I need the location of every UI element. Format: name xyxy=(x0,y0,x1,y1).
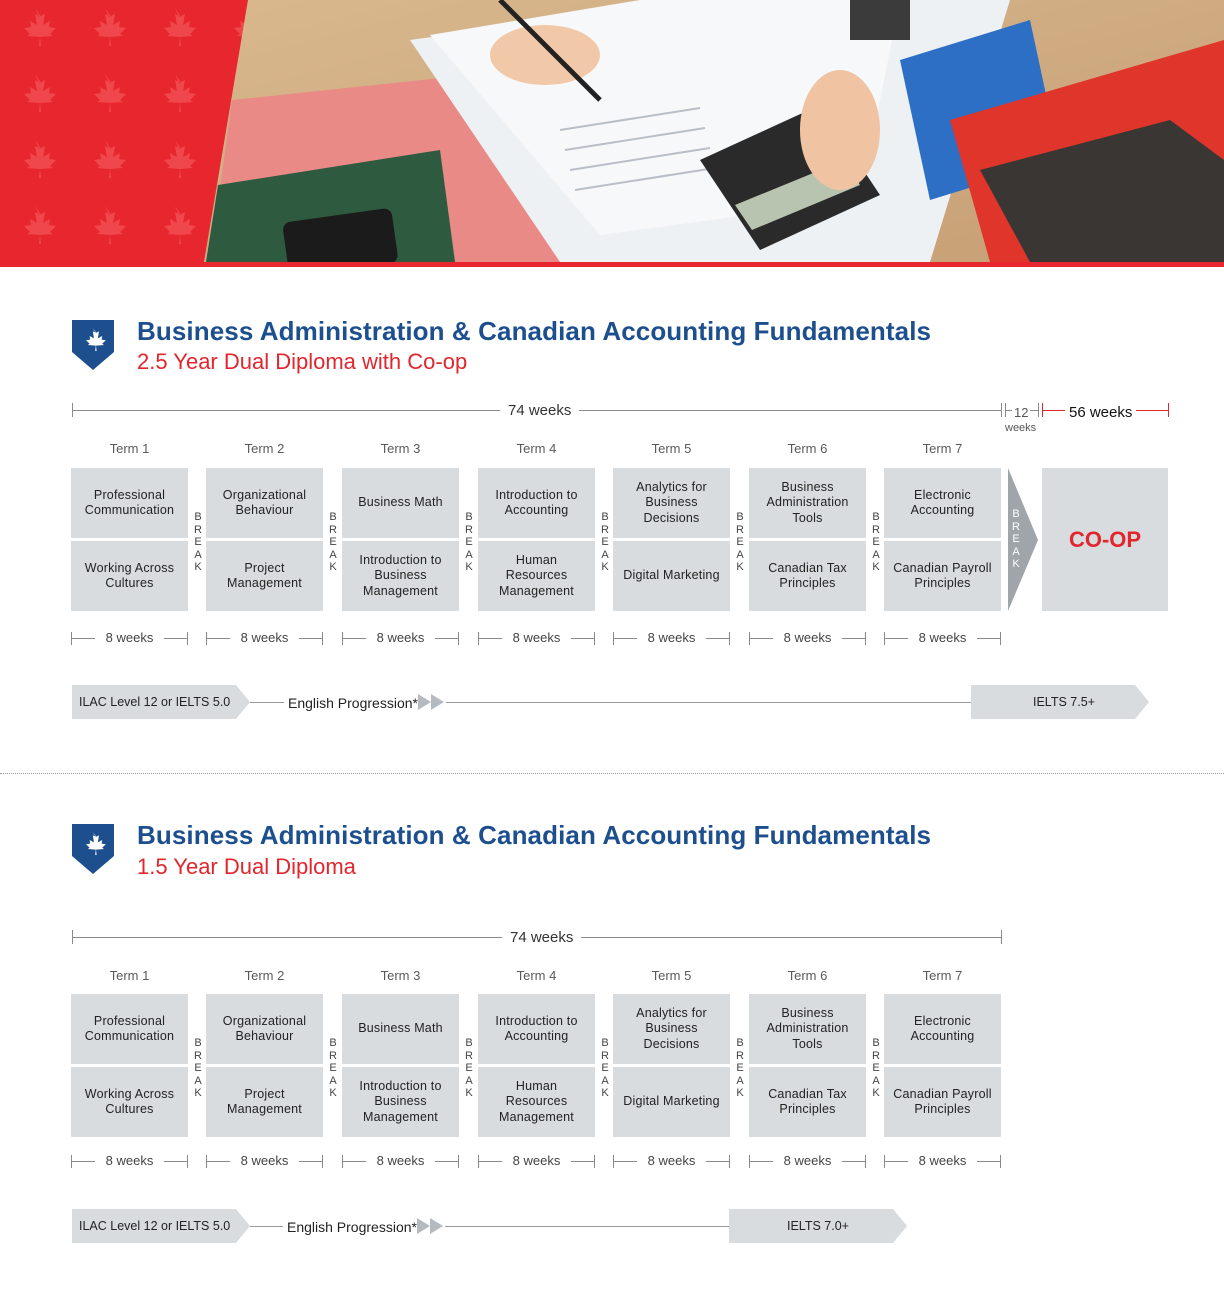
duration-tick xyxy=(322,632,323,645)
course-block: Digital Marketing xyxy=(613,1067,730,1137)
course-block: Working Across Cultures xyxy=(71,1067,188,1137)
duration-tick xyxy=(187,1155,188,1168)
duration-tick xyxy=(458,1155,459,1168)
duration-label: 8 weeks xyxy=(512,1153,561,1168)
term-duration xyxy=(613,630,730,646)
duration-tick xyxy=(1000,1155,1001,1168)
coop-span-tick-right xyxy=(1168,403,1169,417)
duration-label: 8 weeks xyxy=(647,630,696,645)
term-label: Term 5 xyxy=(651,968,692,983)
hero-banner xyxy=(0,0,1224,267)
course-block: Introduction to Accounting xyxy=(478,468,595,538)
section-divider xyxy=(0,773,1224,774)
course-block: Business Math xyxy=(342,468,459,538)
term-duration xyxy=(749,1153,866,1169)
span-tick-right xyxy=(1001,403,1002,417)
duration-line xyxy=(842,638,866,639)
term-duration xyxy=(884,1153,1001,1169)
total-weeks-label: 74 weeks xyxy=(502,929,581,946)
english-progression-label: English Progression* xyxy=(288,695,418,711)
term-label: Term 1 xyxy=(109,441,150,456)
page-title: Business Administration & Canadian Accounting Fundamentals xyxy=(137,316,932,346)
break-label: B R E A K xyxy=(872,1037,880,1099)
term-label: Term 1 xyxy=(109,968,150,983)
course-block: Analytics for Business Decisions xyxy=(613,468,730,538)
english-end-label: IELTS 7.5+ xyxy=(1033,695,1095,709)
duration-line xyxy=(571,638,595,639)
maple-shield-icon xyxy=(72,320,114,370)
course-block: Canadian Tax Principles xyxy=(749,541,866,611)
english-start-label: ILAC Level 12 or IELTS 5.0 xyxy=(79,695,231,709)
term-duration xyxy=(206,630,323,646)
english-end-label: IELTS 7.0+ xyxy=(787,1219,849,1233)
term-label: Term 7 xyxy=(922,968,963,983)
duration-tick xyxy=(865,632,866,645)
duration-label: 8 weeks xyxy=(105,1153,154,1168)
course-block: Organizational Behaviour xyxy=(206,994,323,1064)
break-label: B R E A K xyxy=(601,511,609,573)
duration-line xyxy=(977,638,1001,639)
break-weeks-unit: weeks xyxy=(1005,422,1037,434)
course-block: Working Across Cultures xyxy=(71,541,188,611)
duration-line xyxy=(435,1161,459,1162)
course-block: Professional Communication xyxy=(71,468,188,538)
course-block: Electronic Accounting xyxy=(884,994,1001,1064)
english-line-b xyxy=(445,1226,729,1227)
page-title: Business Administration & Canadian Accounting Fundamentals xyxy=(137,820,932,850)
course-block: Introduction to Business Management xyxy=(342,541,459,611)
break-label: B R E A K xyxy=(736,511,744,573)
course-block: Business Math xyxy=(342,994,459,1064)
span-tick-right xyxy=(1001,930,1002,944)
duration-label: 8 weeks xyxy=(240,1153,289,1168)
duration-line xyxy=(435,638,459,639)
duration-tick xyxy=(729,1155,730,1168)
duration-label: 8 weeks xyxy=(918,1153,967,1168)
course-block: Business Administration Tools xyxy=(749,468,866,538)
course-block: Canadian Payroll Principles xyxy=(884,541,1001,611)
term-duration xyxy=(342,630,459,646)
duration-label: 8 weeks xyxy=(105,630,154,645)
double-arrow-icon xyxy=(418,694,448,710)
page-subtitle: 2.5 Year Dual Diploma with Co-op xyxy=(137,349,468,374)
duration-line xyxy=(706,638,730,639)
hero-red-band xyxy=(0,262,1224,267)
term-label: Term 2 xyxy=(244,968,285,983)
term-duration xyxy=(478,1153,595,1169)
duration-tick xyxy=(865,1155,866,1168)
coop-block: CO-OP xyxy=(1042,468,1168,611)
break-label: B R E A K xyxy=(329,511,337,573)
coop-break-label: B R E A K xyxy=(1012,508,1020,570)
term-label: Term 3 xyxy=(380,441,421,456)
course-block: Project Management xyxy=(206,1067,323,1137)
course-block: Professional Communication xyxy=(71,994,188,1064)
duration-line xyxy=(299,1161,323,1162)
term-label: Term 7 xyxy=(922,441,963,456)
break-label: B R E A K xyxy=(194,1037,202,1099)
term-duration xyxy=(884,630,1001,646)
term-label: Term 4 xyxy=(516,441,557,456)
duration-line xyxy=(571,1161,595,1162)
duration-tick xyxy=(322,1155,323,1168)
course-block: Introduction to Accounting xyxy=(478,994,595,1064)
break-label: B R E A K xyxy=(465,1037,473,1099)
duration-tick xyxy=(729,632,730,645)
duration-line xyxy=(977,1161,1001,1162)
duration-line xyxy=(164,1161,188,1162)
duration-label: 8 weeks xyxy=(376,630,425,645)
english-line-a xyxy=(250,702,284,703)
duration-line xyxy=(842,1161,866,1162)
course-block: Digital Marketing xyxy=(613,541,730,611)
term-label: Term 4 xyxy=(516,968,557,983)
course-block: Analytics for Business Decisions xyxy=(613,994,730,1064)
duration-line xyxy=(299,638,323,639)
course-block: Business Administration Tools xyxy=(749,994,866,1064)
duration-label: 8 weeks xyxy=(376,1153,425,1168)
duration-line xyxy=(164,638,188,639)
break-span-tick-right xyxy=(1038,403,1039,417)
duration-tick xyxy=(594,1155,595,1168)
duration-label: 8 weeks xyxy=(647,1153,696,1168)
term-label: Term 6 xyxy=(787,441,828,456)
break-weeks-value: 12 xyxy=(1014,405,1029,420)
english-line-b xyxy=(446,702,971,703)
duration-label: 8 weeks xyxy=(240,630,289,645)
english-progression-label: English Progression* xyxy=(287,1219,417,1235)
term-label: Term 6 xyxy=(787,968,828,983)
course-block: Introduction to Business Management xyxy=(342,1067,459,1137)
course-block: Electronic Accounting xyxy=(884,468,1001,538)
duration-tick xyxy=(1000,632,1001,645)
term-duration xyxy=(71,1153,188,1169)
course-block: Organizational Behaviour xyxy=(206,468,323,538)
duration-tick xyxy=(458,632,459,645)
term-duration xyxy=(71,630,188,646)
break-label: B R E A K xyxy=(601,1037,609,1099)
hero-photo xyxy=(0,0,1224,262)
term-label: Term 2 xyxy=(244,441,285,456)
total-weeks-label: 74 weeks xyxy=(500,402,579,419)
duration-tick xyxy=(594,632,595,645)
coop-weeks-label: 56 weeks xyxy=(1065,404,1136,421)
break-label: B R E A K xyxy=(329,1037,337,1099)
term-duration xyxy=(613,1153,730,1169)
duration-tick xyxy=(187,632,188,645)
duration-label: 8 weeks xyxy=(783,630,832,645)
course-block: Canadian Tax Principles xyxy=(749,1067,866,1137)
duration-line xyxy=(706,1161,730,1162)
term-duration xyxy=(206,1153,323,1169)
term-duration xyxy=(342,1153,459,1169)
duration-label: 8 weeks xyxy=(918,630,967,645)
double-arrow-icon xyxy=(417,1218,447,1234)
course-block: Canadian Payroll Principles xyxy=(884,1067,1001,1137)
break-label: B R E A K xyxy=(465,511,473,573)
duration-label: 8 weeks xyxy=(512,630,561,645)
english-line-a xyxy=(250,1226,283,1227)
break-label: B R E A K xyxy=(872,511,880,573)
break-label: B R E A K xyxy=(194,511,202,573)
english-start-label: ILAC Level 12 or IELTS 5.0 xyxy=(79,1219,231,1233)
term-label: Term 5 xyxy=(651,441,692,456)
maple-shield-icon xyxy=(72,824,114,874)
course-block: Project Management xyxy=(206,541,323,611)
break-label: B R E A K xyxy=(736,1037,744,1099)
duration-label: 8 weeks xyxy=(783,1153,832,1168)
term-label: Term 3 xyxy=(380,968,421,983)
term-duration xyxy=(749,630,866,646)
page-subtitle: 1.5 Year Dual Diploma xyxy=(137,854,356,879)
course-block: Human Resources Management xyxy=(478,1067,595,1137)
term-duration xyxy=(478,630,595,646)
course-block: Human Resources Management xyxy=(478,541,595,611)
